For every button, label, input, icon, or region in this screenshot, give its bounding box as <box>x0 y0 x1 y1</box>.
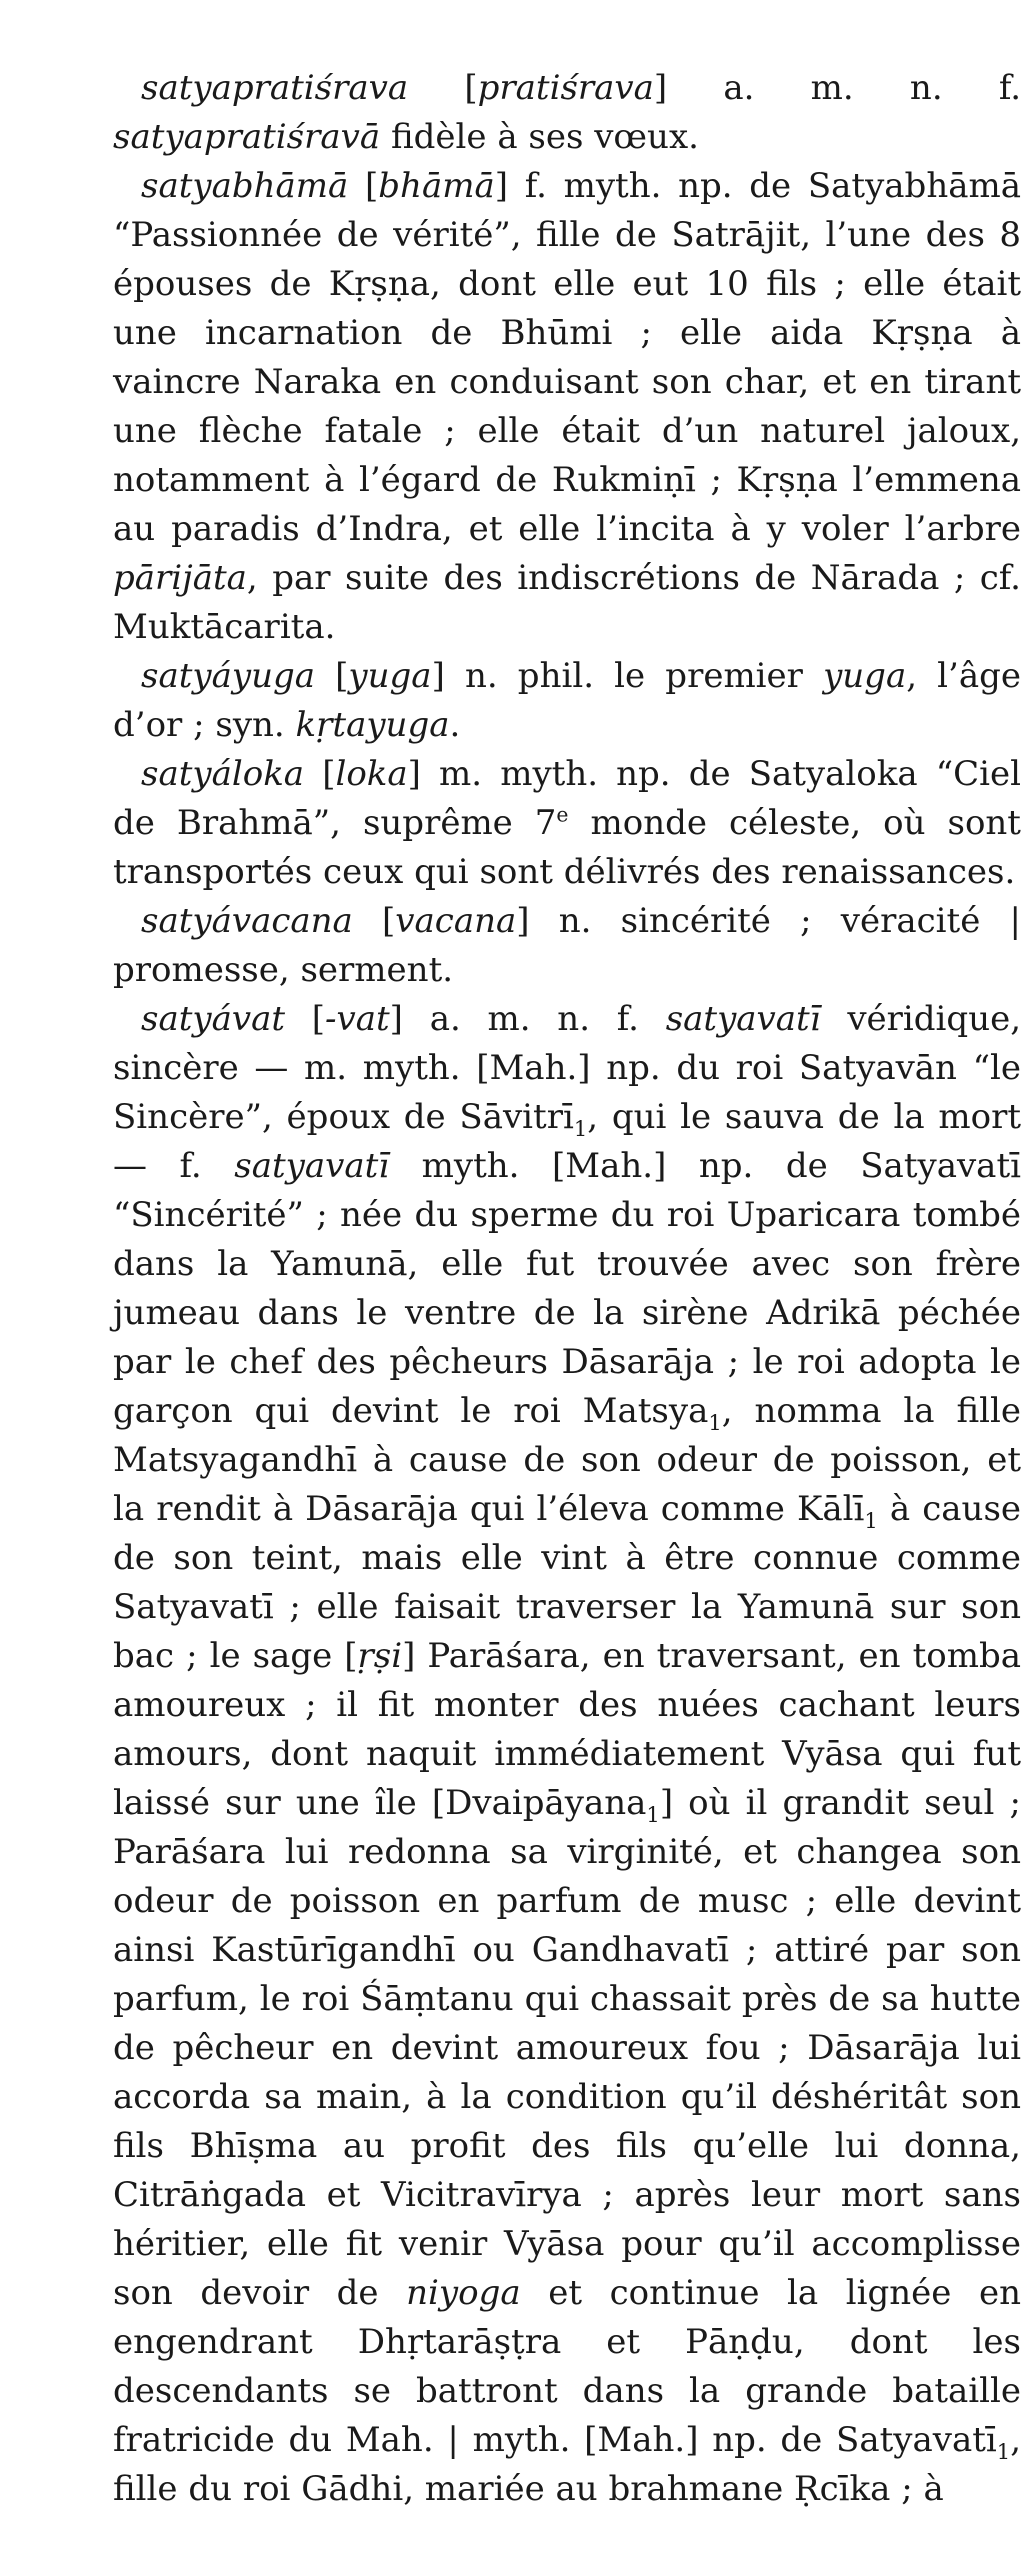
definition-6: ] Parāśara, en traversant, en tomba amoureux ; il fit monter des nuées cachant leurs amours, dont naquit immédiatement Vyāsa qui fut laissé sur une île [Dvaipāyana <box>113 1636 1021 1823</box>
definition-cont: , par suite des indiscrétions de Nārada ; cf. Muktācarita. <box>113 558 1021 647</box>
homonym-index: 1 <box>646 1801 660 1827</box>
definition-8: et continue la lignée en engendrant Dhṛtarāṣṭra et Pāṇḍu, dont les descendants se battront dans la grande bataille fratricide du Mah. | myth. [Mah.] np. de Satyavatī <box>113 2273 1022 2460</box>
definition: fidèle à ses vœux. <box>390 117 699 157</box>
headword: satyabhāmā <box>141 166 349 206</box>
definition-cont: , l’âge d’or ; syn. <box>113 656 1022 745</box>
feminine-form: satyavatī <box>665 999 821 1039</box>
term: pārijāta <box>113 558 247 598</box>
homonym-index: 1 <box>573 1115 588 1141</box>
grammar: a. m. n. f. <box>429 999 639 1039</box>
term: yuga <box>823 656 907 696</box>
definition-end: . <box>449 705 461 745</box>
grammar: a. m. n. f. <box>723 68 1022 108</box>
entry-satyabhama: satyabhāmā [bhāmā] f. myth. np. de Satyabhāmā “Passionnée de vérité”, fille de Satrājit, l’une des 8 épouses de Kṛṣṇa, dont elle eut 10 fils ; elle était une incarnation de Bhūmi ; elle aida Kṛṣṇa à vaincre Naraka en conduisant son char, et en tirant une flèche fatale ; elle était d’un naturel jaloux, notamment à l’égard de Rukmiṇī ; Kṛṣṇa l’emmena au paradis d’Indra, et elle l’incita à y voler l’arbre pārijāta, par suite des indiscrétions de Nārada ; cf. Muktācarita. <box>113 166 1021 647</box>
etymon: vacana <box>395 901 517 941</box>
definition: m. myth. np. de Satyaloka “Ciel de Brahmā”, suprême 7 <box>113 754 1021 843</box>
feminine-form-2: satyavatī <box>234 1146 390 1186</box>
entry-satyavat: satyávat [-vat] a. m. n. f. satyavatī véridique, sincère — m. myth. [Mah.] np. du roi Satyavān “le Sincère”, époux de Sāvitrī$_1$, qui le sauva de la mort — f. satyavatī myth. [Mah.] np. de Satyavatī “Sincérité” ; née du sperme du roi Uparicara tombé dans la Yamunā, elle fut trouvée avec son frère jumeau dans le ventre de la sirène Adrikā péchée par le chef des pêcheurs Dāsarāja ; le roi adopta le garçon qui devint le roi Matsya$_1$, nomma la fille Matsyagandhī à cause de son odeur de poisson, et la rendit à Dāsarāja qui l’éleva comme Kālī$_1$ à cause de son teint, mais elle vint à être connue comme Satyavatī ; elle faisait traverser la Yamunā sur son bac ; le sage [ṛṣi] Parāśara, en traversant, en tomba amoureux ; il fit monter des nuées cachant leurs amours, dont naquit immédiatement Vyāsa qui fut laissé sur une île [Dvaipāyana$_1$] où il grandit seul ; Parāśara lui redonna sa virginité, et changea son odeur de poisson en parfum de musc ; elle devint ainsi Kastūrīgandhī ou Gandhavatī ; attiré par son parfum, le roi Śāṃtanu qui chassait près de sa hutte de pêcheur en devint amoureux fou ; Dāsarāja lui accorda sa main, à la condition qu’il déshéritât son fils Bhīṣma au profit des fils qu’elle lui donna, Citrāṅgada et Vicitravīrya ; après leur mort sans héritier, elle fit venir Vyāsa pour qu’il accomplisse son devoir de niyoga et continue la lignée en engendrant Dhṛtarāṣṭra et Pāṇḍu, dont les descendants se battront dans la grande bataille fratricide du Mah. | myth. [Mah.] np. de Satyavatī$_1$, fille du roi Gādhi, mariée au brahmane Ṛcīka ; à <box>113 999 1022 2509</box>
entry-satyaloka: satyáloka [loka] m. myth. np. de Satyaloka “Ciel de Brahmā”, suprême 7e monde céleste, où sont transportés ceux qui sont délivrés des renaissances. <box>113 754 1021 892</box>
definition-3: myth. [Mah.] np. de Satyavatī “Sincérité” ; née du sperme du roi Uparicara tombé dans la Yamunā, elle fut trouvée avec son frère jumeau dans le ventre de la sirène Adrikā péchée par le chef des pêcheurs Dāsarāja ; le roi adopta le garçon qui devint le roi Matsya <box>113 1146 1021 1431</box>
etymon: pratiśrava <box>477 68 654 108</box>
headword: satyáyuga <box>141 656 316 696</box>
etymon: yuga <box>348 656 432 696</box>
definition: f. myth. np. de Satyabhāmā “Passionnée de vérité”, fille de Satrājit, l’une des 8 épouses de Kṛṣṇa, dont elle eut 10 fils ; elle était une incarnation de Bhūmi ; elle aida Kṛṣṇa à vaincre Naraka en conduisant son char, et en tirant une flèche fatale ; elle était d’un naturel jaloux, notamment à l’égard de Rukmiṇī ; Kṛṣṇa l’emmena au paradis d’Indra, et elle l’incita à y voler l’arbre <box>113 166 1021 549</box>
ordinal-suffix: e <box>556 802 569 827</box>
entry-satyayuga: satyáyuga [yuga] n. phil. le premier yuga, l’âge d’or ; syn. kṛtayuga. <box>113 656 1022 745</box>
definition-cont: monde céleste, où sont transportés ceux qui sont délivrés des renaissances. <box>113 803 1021 892</box>
etymon: loka <box>335 754 408 794</box>
definition-5: à cause de son teint, mais elle vint à être connue comme Satyavatī ; elle faisait traverser la Yamunā sur son bac ; le sage [ <box>113 1489 1022 1676</box>
etymon: bhāmā <box>378 166 495 206</box>
definition-4: , nomma la fille Matsyagandhī à cause de son odeur de poisson, et la rendit à Dāsarāja qui l’éleva comme Kālī <box>113 1391 1021 1529</box>
feminine-form: satyapratiśravā <box>113 117 381 157</box>
definition-2: , qui le sauva de la mort — f. <box>113 1097 1021 1186</box>
etymon: -vat <box>325 999 390 1039</box>
headword: satyáloka <box>141 754 305 794</box>
headword: satyapratiśrava <box>141 68 409 108</box>
definition: n. sincérité ; véracité | promesse, serment. <box>113 901 1021 990</box>
entry-satyavacana: satyávacana [vacana] n. sincérité ; véracité | promesse, serment. <box>113 901 1021 990</box>
synonym: kṛtayuga <box>295 705 450 745</box>
homonym-index: 1 <box>708 1409 722 1435</box>
definition: n. phil. le premier <box>464 656 803 696</box>
definition-9: , fille du roi Gādhi, mariée au brahmane Ṛcīka ; à <box>113 2420 1021 2509</box>
definition-1: véridique, sincère — m. myth. [Mah.] np. du roi Satyavān “le Sincère”, époux de Sāvitrī <box>113 999 1022 1137</box>
definition-7: ] où il grandit seul ; Parāśara lui redonna sa virginité, et changea son odeur de poisson en parfum de musc ; elle devint ainsi Kastūrīgandhī ou Gandhavatī ; attiré par son parfum, le roi Śāṃtanu qui chassait près de sa hutte de pêcheur en devint amoureux fou ; Dāsarāja lui accorda sa main, à la condition qu’il déshéritât son fils Bhīṣma au profit des fils qu’elle lui donna, Citrāṅgada et Vicitravīrya ; après leur mort sans héritier, elle fit venir Vyāsa pour qu’il accomplisse son devoir de <box>113 1783 1021 2313</box>
term: ṛṣi <box>357 1636 403 1676</box>
homonym-index: 1 <box>996 2438 1011 2464</box>
term-2: niyoga <box>406 2273 521 2313</box>
homonym-index: 1 <box>864 1507 878 1533</box>
entry-satyapratisrava: satyapratiśrava [pratiśrava] a. m. n. f. satyapratiśravā fidèle à ses vœux. <box>113 68 1022 157</box>
headword: satyávat <box>141 999 286 1039</box>
headword: satyávacana <box>141 901 353 941</box>
